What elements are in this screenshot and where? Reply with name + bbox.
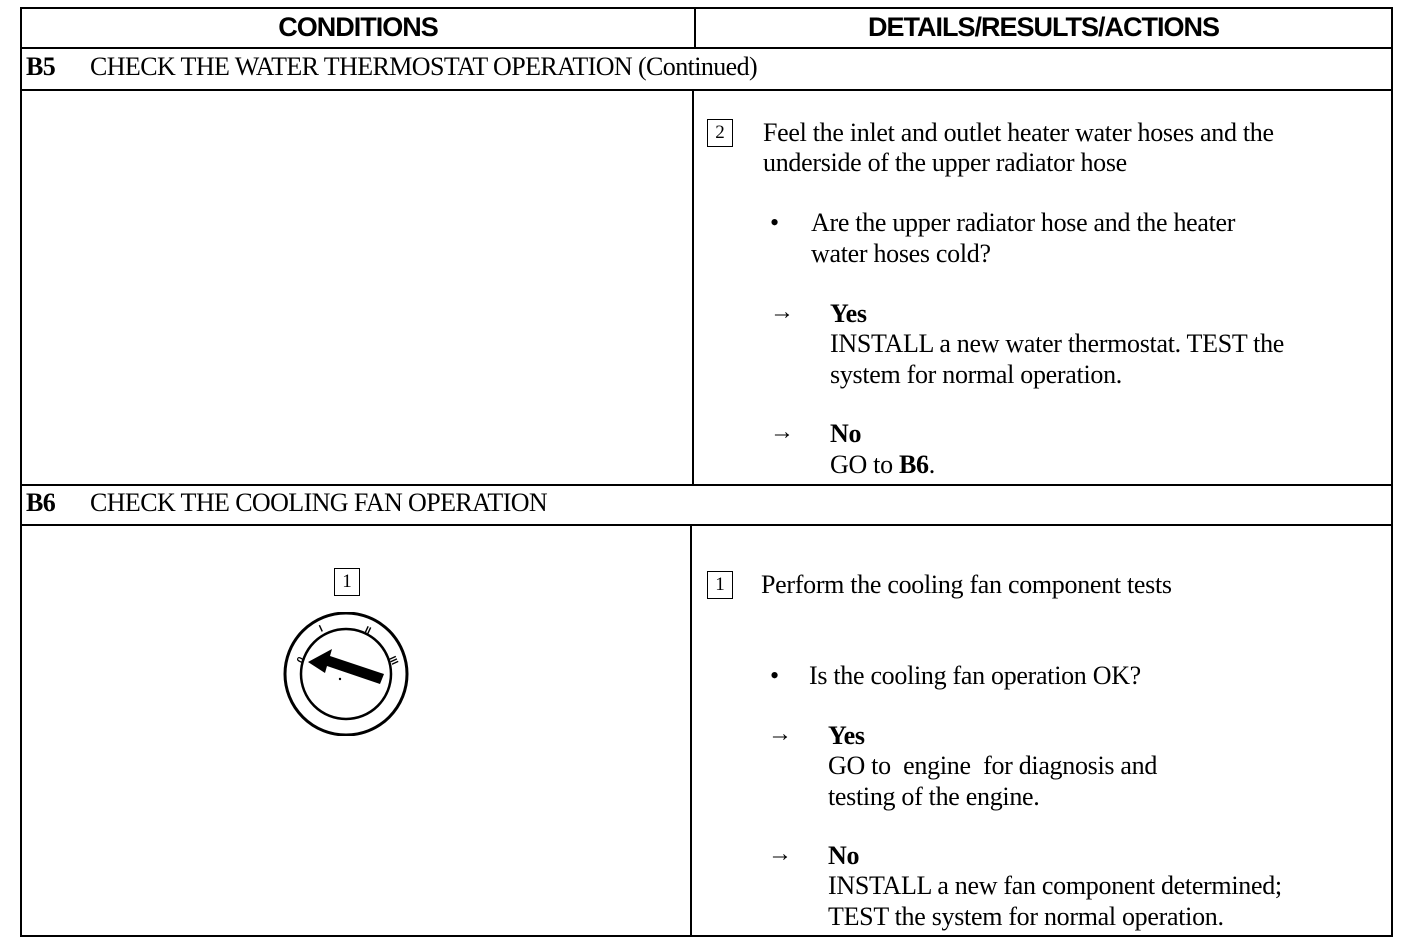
b5-yes-label: Yes xyxy=(830,299,867,328)
b5-no-action-link: B6 xyxy=(898,450,929,479)
b5-yes-action-line2: system for normal operation. xyxy=(830,360,1122,389)
b6-yes-action-line1: GO to engine for diagnosis and xyxy=(828,751,1158,780)
b5-no-action: GO to B6. xyxy=(830,450,935,479)
b6-column-divider xyxy=(690,524,692,937)
conditions-header: CONDITIONS xyxy=(278,12,438,42)
b6-yes-arrow-icon: → xyxy=(768,721,792,747)
dial-outer-ring xyxy=(285,613,407,735)
dial-label-2: II xyxy=(362,624,373,638)
b6-question: Is the cooling fan operation OK? xyxy=(809,661,1141,690)
dial-label-0: 0 xyxy=(295,655,308,666)
table-border-right xyxy=(1391,7,1393,937)
b6-illustration-number-box: 1 xyxy=(334,568,360,596)
b6-section-title xyxy=(26,488,547,518)
b6-no-action-line2: TEST the system for normal operation. xyxy=(828,902,1224,931)
b6-step-text: Perform the cooling fan component tests xyxy=(761,570,1172,599)
b5-step-number-box: 2 xyxy=(707,119,733,147)
b5-step-text-line1: Feel the inlet and outlet heater water hoses and the xyxy=(763,118,1274,147)
table-border-left xyxy=(20,7,22,937)
b6-no-label: No xyxy=(828,841,860,870)
b6-title-top-divider xyxy=(20,484,1393,486)
b6-title-bottom-divider xyxy=(20,524,1393,526)
b5-column-divider xyxy=(692,89,694,486)
b6-title: CHECK THE COOLING FAN OPERATION xyxy=(90,488,548,517)
b5-yes-action-line1: INSTALL a new water thermostat. TEST the xyxy=(830,329,1285,358)
b6-no-action-line1: INSTALL a new fan component determined; xyxy=(828,871,1282,900)
b6-yes-action-line2: testing of the engine. xyxy=(828,782,1040,811)
b5-yes-arrow-icon: → xyxy=(770,299,794,325)
b5-step-text-line2: underside of the upper radiator hose xyxy=(763,148,1127,177)
b5-section-title xyxy=(26,52,757,82)
header-divider xyxy=(20,47,1393,49)
b6-step-number-box: 1 xyxy=(707,571,733,599)
dial-pointer-arrow-icon xyxy=(308,649,384,684)
b6-no-arrow-icon: → xyxy=(768,841,792,867)
b6-yes-label: Yes xyxy=(828,721,865,750)
b5-no-arrow-icon: → xyxy=(770,419,794,445)
b5-question-line1: Are the upper radiator hose and the heater xyxy=(811,208,1236,237)
b5-title: CHECK THE WATER THERMOSTAT OPERATION (Continued) xyxy=(90,52,758,81)
b6-question-bullet: • xyxy=(770,661,780,690)
dial-label-3: III xyxy=(386,654,400,667)
b5-title-divider xyxy=(20,89,1393,91)
b5-question-line2: water hoses cold? xyxy=(811,239,991,268)
table-border-bottom xyxy=(20,935,1393,937)
b5-code: B5 xyxy=(26,52,56,81)
b5-no-label: No xyxy=(830,419,862,448)
dial-label-1: I xyxy=(317,623,325,635)
b5-question-bullet: • xyxy=(770,208,780,237)
b6-code: B6 xyxy=(26,488,56,517)
fan-switch-dial-illustration xyxy=(280,612,412,736)
details-header: DETAILS/RESULTS/ACTIONS xyxy=(867,12,1219,42)
